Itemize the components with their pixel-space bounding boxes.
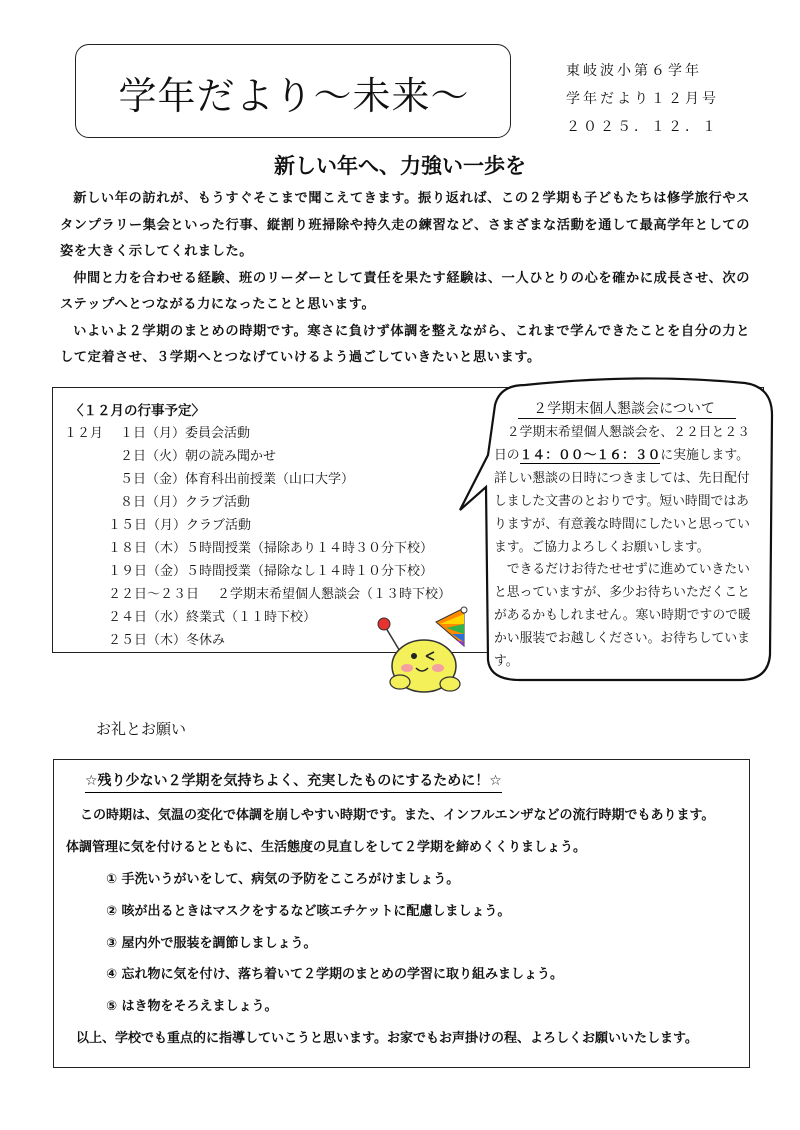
bubble-title-underline — [518, 418, 736, 419]
schedule-item: ２２日～２３日 ２学期末希望個人懇談会（１３時下校） — [108, 587, 452, 602]
notice-closing: 以上、学校でも重点的に指導していこうと思います。お家でもお声掛けの程、よろしくお願いいたします。 — [76, 1031, 698, 1046]
schedule-item: １９日（金）５時間授業（掃除なし１４時１０分下校） — [108, 564, 434, 579]
schedule-item: １日（月）委員会活動 — [120, 426, 251, 441]
schedule-item: ８日（月）クラブ活動 — [120, 495, 251, 510]
notice-item: ⑤ はき物をそろえましょう。 — [106, 999, 278, 1014]
interview-time: １４：００～１６：３０ — [519, 447, 661, 463]
notice-item: ③ 屋内外で服装を調節しましょう。 — [106, 936, 317, 951]
schedule-item: ２日（火）朝の読み聞かせ — [120, 449, 277, 464]
schedule-item: ２４日（水）終業式（１１時下校） — [108, 610, 317, 625]
schedule-item: ５日（金）体育科出前授業（山口大学） — [120, 472, 355, 487]
notice-lead-1: この時期は、気温の変化で体調を崩しやすい時期です。また、インフルエンザなどの流行時期でもあります。 — [80, 808, 715, 823]
issue-date: ２０２５．１２．１ — [566, 119, 719, 135]
title-box — [75, 44, 511, 138]
schedule-item: ２５日（木）冬休み — [108, 633, 226, 648]
intro-paragraph-2: 仲間と力を合わせる経験、班のリーダーとして責任を果たす経験は、一人ひとりの心を確かに成長させ、次のステップへとつながる力になったことと思います。 — [60, 270, 750, 312]
intro-text — [60, 186, 750, 372]
headline: 新しい年へ、力強い一歩を — [274, 154, 526, 178]
section-label: お礼とお願い — [96, 720, 187, 738]
schedule-item: １５日（月）クラブ活動 — [108, 518, 252, 533]
schedule-month: １２月 — [64, 426, 104, 441]
mascot-illustration — [374, 606, 484, 698]
issue-label: 学年だより１２月号 — [566, 91, 719, 107]
schedule-title: 〈１２月の行事予定〉 — [70, 403, 205, 419]
notice-heading: ☆残り少ない２学期を気持ちよく、充実したものにするために！☆ — [85, 770, 502, 793]
bubble-title: ２学期末個人懇談会について — [533, 401, 715, 417]
notice-lead-2: 体調管理に気を付けるとともに、生活態度の見直しをして２学期を締めくくりましょう。 — [66, 840, 587, 855]
school-class: 東岐波小第６学年 — [566, 63, 702, 79]
intro-paragraph-3: いよいよ２学期のまとめの時期です。寒さに負けず体調を整えながら、これまで学んできたことを自分の力として定着させ、３学期へとつなげていけるよう過ごしていきたいと思います。 — [60, 323, 750, 365]
notice-item: ④ 忘れ物に気を付け、落ち着いて２学期のまとめの学習に取り組みましょう。 — [106, 967, 564, 982]
newsletter-title: 学年だより～未来～ — [118, 74, 470, 118]
notice-item: ① 手洗いうがいをして、病気の予防をこころがけましょう。 — [106, 872, 460, 887]
intro-paragraph-1: 新しい年の訪れが、もうすぐそこまで聞こえてきます。振り返れば、この２学期も子どもたちは修学旅行やスタンプラリー集会といった行事、縦割り班掃除や持久走の練習など、さまざまな活動を通して最高学年としての姿を大きく示してくれました。 — [60, 191, 750, 259]
bubble-body: ２学期末希望個人懇談会を、２２日と２３日の１４：００～１６：３０に実施します。詳しい懇談の日時につきましては、先日配付しました文書のとおりです。短い時間ではありますが、有意義な時間にしたいと思っています。ご協力よろしくお願いします。 できるだけお待たせせずに進めていきたいと思っていますが、多少お待ちいただくことがあるかもしれません。寒い時期ですので暖かい服装でお越しください。お待ちしています。 — [494, 425, 751, 670]
schedule-item: １８日（木）５時間授業（掃除あり１４時３０分下校） — [108, 541, 434, 556]
notice-item: ② 咳が出るときはマスクをするなど咳エチケットに配慮しましょう。 — [106, 904, 511, 919]
